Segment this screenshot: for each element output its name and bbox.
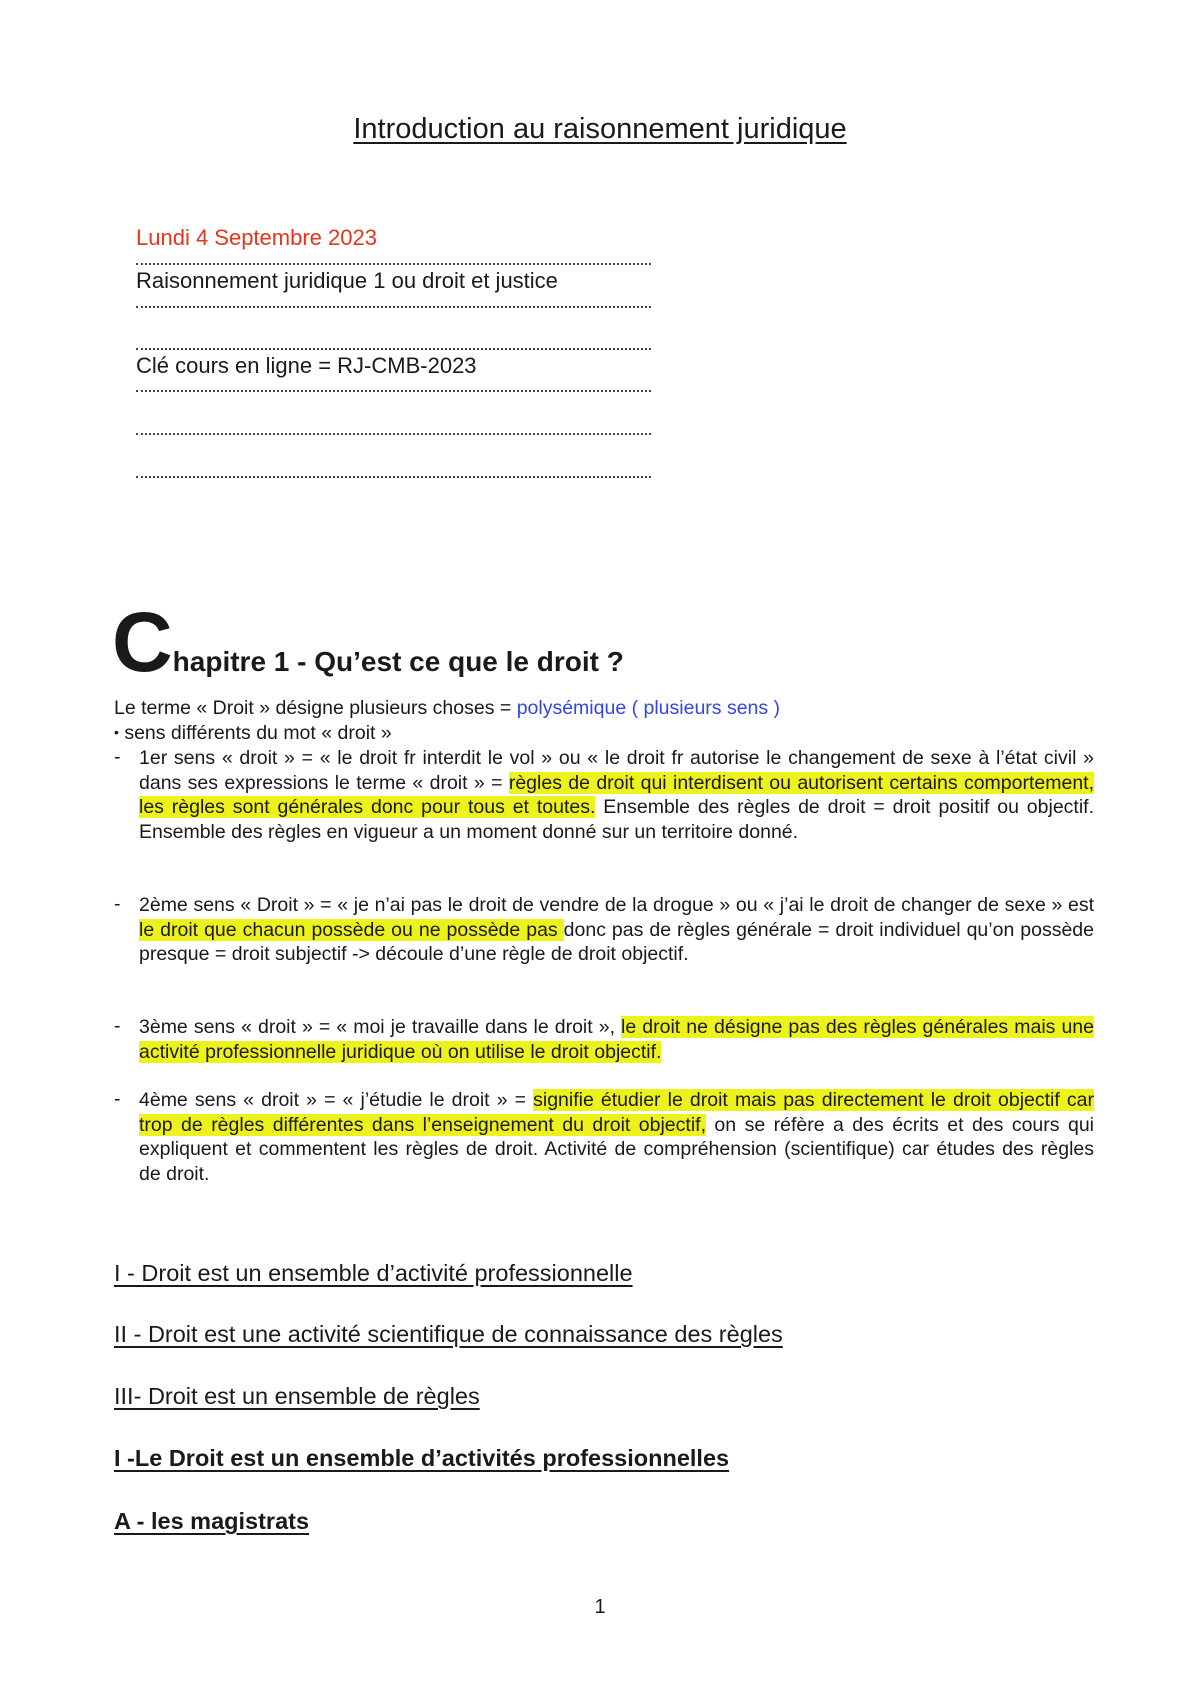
page-number: 1	[594, 1596, 606, 1618]
dotted-line	[136, 306, 651, 308]
polysemy-note: polysémique ( plusieurs sens )	[516, 697, 781, 719]
dotted-line	[136, 390, 651, 392]
highlight: signifie étudier le droit mais pas directement le droit objectif car trop de règles différentes dans l’enseignement du droit objectif,	[139, 1089, 1094, 1136]
sense-2: 2ème sens « Droit » = « je n’ai pas le droit de vendre de la drogue » ou « j’ai le droit de changer de sexe » est le droit que chacun possède ou ne possède pas donc pas de règles générale = droit individuel qu’on possède presque = droit subjectif -> découle d’une règle de droit objectif.	[139, 894, 1094, 965]
sense-4: 4ème sens « droit » = « j’étudie le droit » = signifie étudier le droit mais pas directement le droit objectif car trop de règles différentes dans l’enseignement du droit objectif, on se réfère a des écrits et des cours qui expliquent et commentent les règles de droit. Activité de compréhension (scientifique) car études des règles de droit.	[139, 1089, 1094, 1185]
dotted-line	[136, 433, 651, 435]
course-name: Raisonnement juridique 1 ou droit et justice	[136, 268, 558, 293]
dotted-line	[136, 476, 651, 478]
chapter-heading	[112, 595, 624, 689]
sense-1: 1er sens « droit » = « le droit fr interdit le vol » ou « le droit fr autorise le changement de sexe à l’état civil » dans ses expressions le terme « droit » = règles de droit qui interdisent ou autorisent certains comportement, les règles sont générales donc pour tous et toutes. Ensemble des règles de droit = droit positif ou objectif. Ensemble des règles en vigueur a un moment donné sur un territoire donné.	[139, 747, 1095, 843]
dotted-line	[136, 348, 651, 350]
drop-cap: C	[112, 595, 173, 689]
highlight: le droit que chacun possède ou ne possède pas	[139, 918, 564, 941]
section-heading: I -Le Droit est un ensemble d’activités professionnelles	[114, 1445, 730, 1471]
plan-item-3: III- Droit est un ensemble de règles	[114, 1383, 480, 1409]
sense-3: 3ème sens « droit » = « moi je travaille dans le droit », le droit ne désigne pas des règles générales mais une activité professionnelle juridique où on utilise le droit objectif.	[139, 1016, 1094, 1063]
plan-item-2: II - Droit est une activité scientifique de connaissance des règles	[114, 1321, 783, 1347]
course-key: Clé cours en ligne = RJ-CMB-2023	[136, 353, 477, 378]
chapter-title: hapitre 1 - Qu’est ce que le droit ?	[172, 646, 624, 677]
dash-mark: -	[114, 1088, 121, 1110]
plan-item-1: I - Droit est un ensemble d’activité professionnelle	[114, 1260, 633, 1286]
dash-mark: -	[114, 1015, 121, 1037]
document-title: Introduction au raisonnement juridique	[353, 113, 847, 145]
intro-line: Le terme « Droit » désigne plusieurs choses = polysémique ( plusieurs sens )	[114, 697, 781, 719]
bullet-mark: •	[114, 724, 119, 740]
date-line: Lundi 4 Septembre 2023	[136, 225, 377, 250]
dash-mark: -	[114, 746, 121, 768]
highlight: le droit ne désigne pas des règles générales mais une activité professionnelle juridique où on utilise le droit objectif.	[139, 1016, 1094, 1063]
bullet-item: • sens différents du mot « droit »	[114, 722, 392, 744]
dash-mark: -	[114, 893, 121, 915]
highlight: règles de droit qui interdisent ou autorisent certains comportement, les règles sont générales donc pour tous et toutes.	[139, 771, 1094, 818]
subsection-heading: A - les magistrats	[114, 1508, 310, 1534]
dotted-line	[136, 263, 651, 265]
